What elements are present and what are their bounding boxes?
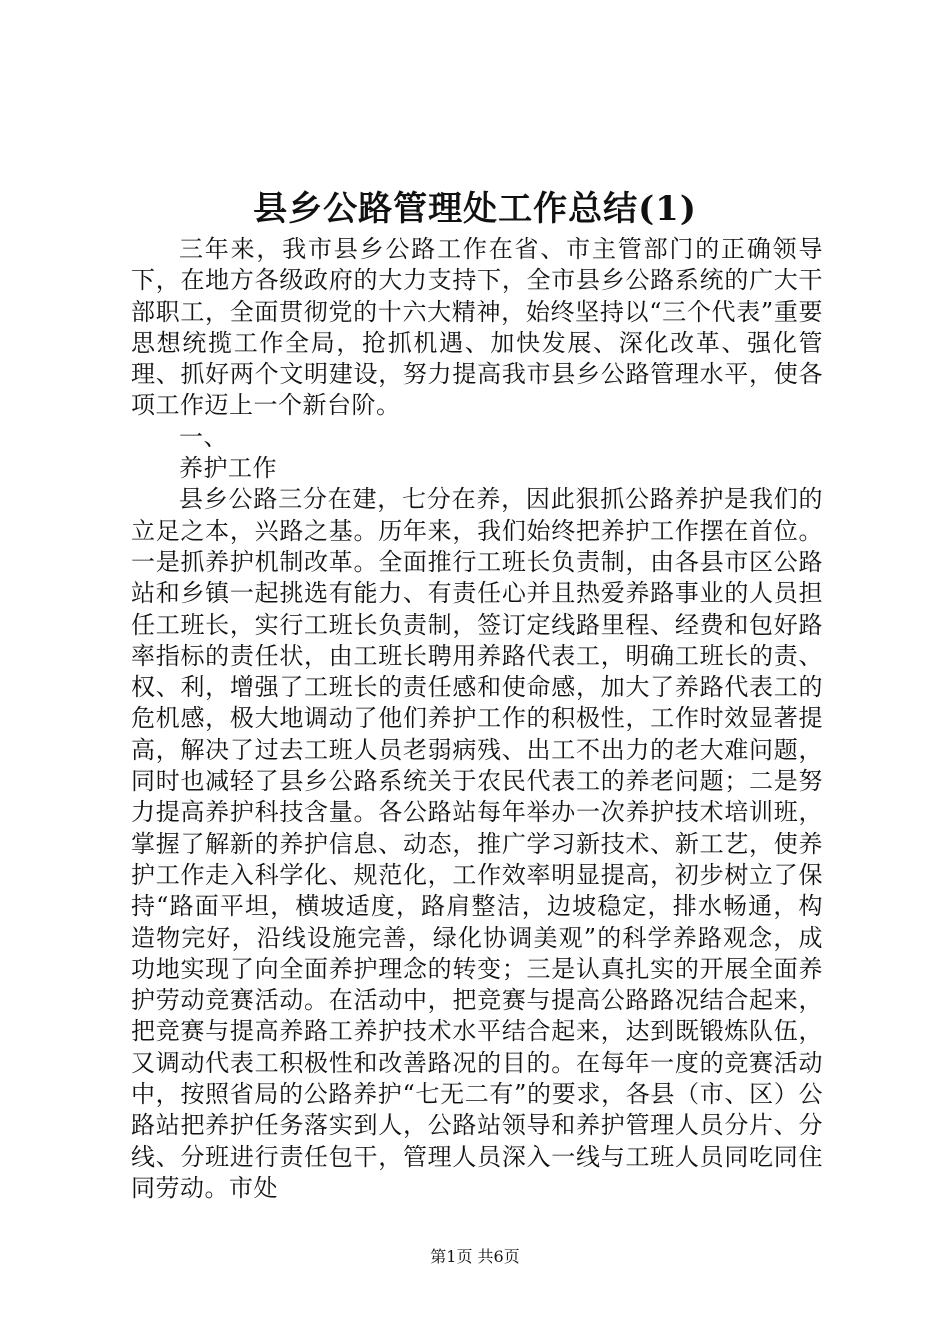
page-footer: 第1页 共6页 (430, 1247, 520, 1266)
section-heading: 养护工作 (179, 454, 277, 483)
document-body (131, 234, 823, 1204)
paragraph-intro: 三年来，我市县乡公路工作在省、市主管部门的正确领导下，在地方各级政府的大力支持下，全市县乡公路系统的广大干部职工，全面贯彻党的十六大精神，始终坚持以“三个代表”重要思想统揽工作全局，抢抓机遇、加快发展、深化改革、强化管理、抓好两个文明建设，努力提高我市县乡公路管理水平，使各项工作迈上一个新台阶。 (131, 235, 823, 420)
section-number: 一、 (179, 422, 228, 451)
paragraph-maintenance: 县乡公路三分在建，七分在养，因此狠抓公路养护是我们的立足之本，兴路之基。历年来，我们始终把养护工作摆在首位。一是抓养护机制改革。全面推行工班长负责制，由各县市区公路站和乡镇一起挑选有能力、有责任心并且热爱养路事业的人员担任工班长，实行工班长负责制，签订定线路里程、经费和包好路率指标的责任状，由工班长聘用养路代表工，明确工班长的责、权、利，增强了工班长的责任感和使命感，加大了养路代表工的危机感，极大地调动了他们养护工作的积极性，工作时效显著提高，解决了过去工班人员老弱病残、出工不出力的老大难问题，同时也减轻了县乡公路系统关于农民代表工的养老问题；二是努力提高养护科技含量。各公路站每年举办一次养护技术培训班，掌握了解新的养护信息、动态，推广学习新技术、新工艺，使养护工作走入科学化、规范化，工作效率明显提高，初步树立了保持“路面平坦，横坡适度，路肩整洁，边坡稳定，排水畅通，构造物完好，沿线设施完善，绿化协调美观”的科学养路观念，成功地实现了向全面养护理念的转变；三是认真扎实的开展全面养护劳动竞赛活动。在活动中，把竞赛与提高公路路况结合起来，把竞赛与提高养路工养护技术水平结合起来，达到既锻炼队伍，又调动代表工积极性和改善路况的目的。在每年一度的竞赛活动中，按照省局的公路养护“七无二有”的要求，各县（市、区）公路站把养护任务落实到人，公路站领导和养护管理人员分片、分线、分班进行责任包干，管理人员深入一线与工班人员同吃同住同劳动。市处 (131, 485, 823, 1202)
document-title: 县乡公路管理处工作总结(1) (253, 189, 697, 229)
